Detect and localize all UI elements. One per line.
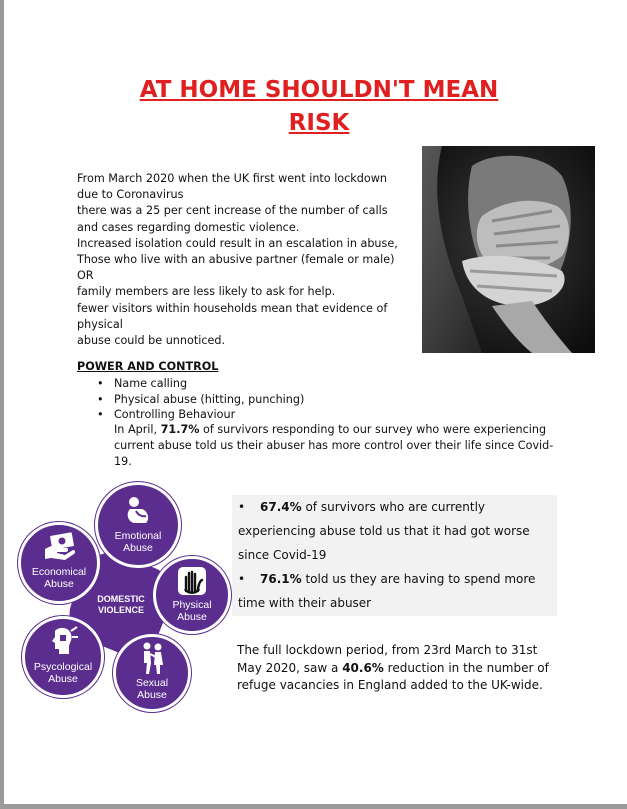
physical-label-2: Abuse: [177, 611, 207, 623]
intro-paragraph: [77, 171, 407, 349]
page-title: [104, 74, 534, 140]
crouching-person-icon: [122, 495, 154, 527]
stat-value: 67.4%: [260, 500, 302, 514]
stat-text-pre: In April,: [114, 423, 161, 436]
intro-line: Increased isolation could result in an escalation in abuse,: [77, 236, 398, 250]
list-item: • Controlling Behaviour: [94, 407, 304, 423]
psychological-abuse-circle: [22, 616, 104, 698]
stat-row-continued: experiencing abuse told us that it had got worse: [238, 524, 530, 538]
money-hand-icon: [43, 531, 77, 561]
document-page: [4, 0, 627, 804]
stat-row: • 76.1% told us they are having to spend more: [238, 572, 536, 586]
psychological-label-2: Abuse: [48, 673, 78, 685]
power-control-list: [94, 376, 304, 423]
stat-text: told us they are having to spend more: [301, 572, 536, 586]
refuge-text-pre: The full lockdown period, from 23rd March to 31st May 2020, saw a: [237, 643, 538, 675]
emotional-label-1: Emotional: [114, 530, 162, 542]
emotional-abuse-circle: [95, 482, 181, 568]
stat-value: 76.1%: [260, 572, 302, 586]
economical-label-1: Economical: [31, 566, 87, 578]
economical-label-2: Abuse: [44, 578, 74, 590]
refuge-text-post: reduction in the number of refuge vacancies in England added to the UK-wide.: [237, 660, 549, 692]
sexual-abuse-circle: [113, 634, 191, 712]
stat-row-continued: since Covid-19: [238, 548, 327, 562]
stop-hand-icon: [176, 565, 208, 597]
list-item: • Name calling: [94, 376, 304, 392]
photo-hands-covering-face: [422, 146, 595, 353]
person-head-icon: [47, 625, 79, 657]
intro-line: and cases regarding domestic violence.: [77, 220, 300, 234]
domestic-violence-diagram: [18, 482, 228, 712]
intro-line: there was a 25 per cent increase of the number of calls: [77, 204, 388, 218]
physical-abuse-circle: [153, 556, 231, 634]
psychological-label-1: Psycological: [33, 661, 93, 673]
stat-row: • 67.4% of survivors who are currently: [238, 500, 486, 514]
survey-stats-box: [232, 495, 557, 616]
control-stat-paragraph: [114, 422, 554, 470]
stat-text: of survivors who are currently: [301, 500, 486, 514]
refuge-stat-value: 40.6%: [342, 660, 384, 675]
intro-line: From March 2020 when the UK first went into lockdown: [77, 172, 387, 185]
title-line-1: AT HOME SHOULDN'T MEAN: [139, 77, 499, 103]
intro-line: fewer visitors within households mean that evidence of: [77, 301, 388, 315]
couple-figures-icon: [136, 641, 168, 675]
intro-line: physical: [77, 317, 123, 331]
sexual-label-2: Abuse: [137, 689, 167, 701]
diagram-center-label: DOMESTIC VIOLENCE: [97, 594, 145, 615]
intro-line: due to Coronavirus: [77, 188, 184, 202]
emotional-label-2: Abuse: [123, 542, 153, 554]
stat-row-continued: time with their abuser: [238, 596, 372, 610]
intro-line: Those who live with an abusive partner (female or male): [77, 253, 395, 267]
physical-label-1: Physical: [172, 599, 212, 611]
intro-line: OR: [77, 269, 94, 283]
intro-line: abuse could be unnoticed.: [77, 334, 226, 348]
title-line-2: RISK: [288, 110, 350, 136]
power-control-heading: POWER AND CONTROL: [77, 360, 219, 373]
sexual-label-1: Sexual: [135, 677, 169, 689]
intro-line: family members are less likely to ask for help.: [77, 285, 336, 299]
refuge-paragraph: [237, 642, 557, 695]
economical-abuse-circle: [18, 522, 100, 604]
stat-text-post: of survivors responding to our survey who were experiencing current abuse told us their abuser has more control over their life since Covid-19.: [114, 423, 554, 468]
list-item: • Physical abuse (hitting, punching): [94, 392, 304, 408]
stat-value: 71.7%: [160, 423, 200, 436]
